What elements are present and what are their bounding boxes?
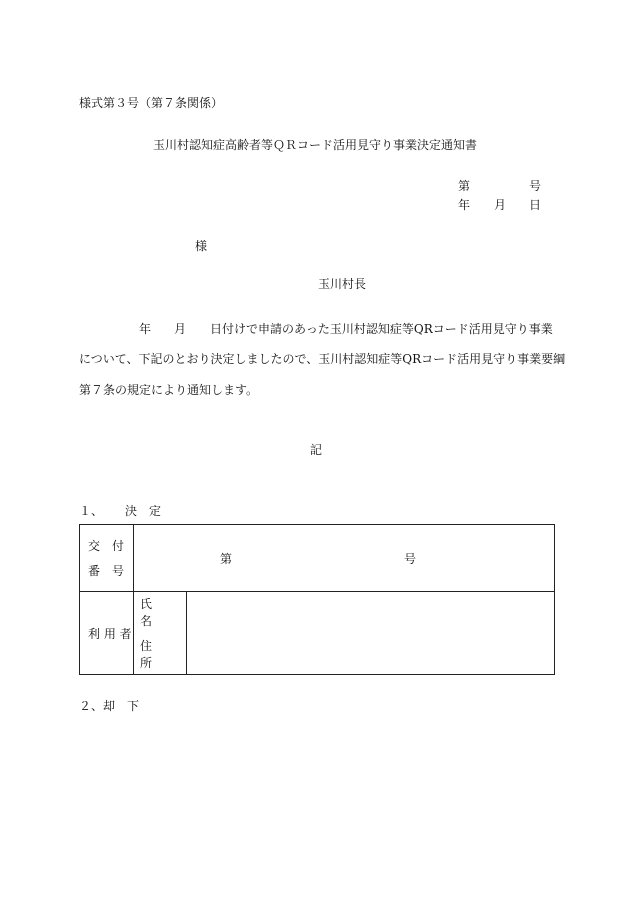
form-number-label: 様式第３号（第７条関係） xyxy=(79,96,224,110)
recipient-suffix: 様 xyxy=(195,239,208,253)
section-2-number: ２、 xyxy=(79,699,104,713)
date-month: 月 xyxy=(494,198,507,212)
table-row xyxy=(80,592,555,675)
document-title: 玉川村認知症高齢者等ＱＲコード活用見守り事業決定通知書 xyxy=(152,138,477,152)
issue-number-label-line-2: 番 号 xyxy=(88,564,125,578)
section-1-heading xyxy=(79,505,161,517)
issuer-name: 玉川村長 xyxy=(318,277,367,291)
user-label: 利 用 者 xyxy=(88,626,132,641)
address-label: 住 所 xyxy=(140,639,177,670)
issue-number-value-cell[interactable] xyxy=(134,525,555,592)
name-label: 氏 名 xyxy=(140,597,177,628)
user-label-cell xyxy=(80,592,134,675)
issue-number-label-cell xyxy=(80,525,134,592)
section-2-label: 却 下 xyxy=(103,699,140,713)
date-day: 日 xyxy=(529,198,542,212)
table-row xyxy=(80,525,555,592)
section-1-number: １、 xyxy=(79,504,104,518)
ki-heading: 記 xyxy=(310,443,323,457)
number-prefix: 第 xyxy=(458,179,471,193)
issue-number-prefix: 第 xyxy=(220,552,233,566)
decision-table xyxy=(79,524,555,675)
section-2-heading xyxy=(79,700,139,712)
body-year: 年 xyxy=(139,322,152,336)
number-suffix: 号 xyxy=(529,179,542,193)
name-address-label-cell xyxy=(134,592,187,675)
issue-number-suffix: 号 xyxy=(404,552,417,566)
section-1-label: 決 定 xyxy=(125,504,162,518)
body-line-3: 第７条の規定により通知します。 xyxy=(79,383,259,397)
issue-number-label-line-1: 交 付 xyxy=(88,539,125,553)
body-month: 月 xyxy=(174,322,187,336)
body-line-2: について、下記のとおり決定しましたので、玉川村認知症等QRコード活用見守り事業要綱 xyxy=(79,352,566,366)
date-year: 年 xyxy=(458,198,471,212)
body-line-1: 日付けで申請のあった玉川村認知症等QRコード活用見守り事業 xyxy=(210,322,553,336)
name-address-value-cell[interactable] xyxy=(187,592,555,675)
